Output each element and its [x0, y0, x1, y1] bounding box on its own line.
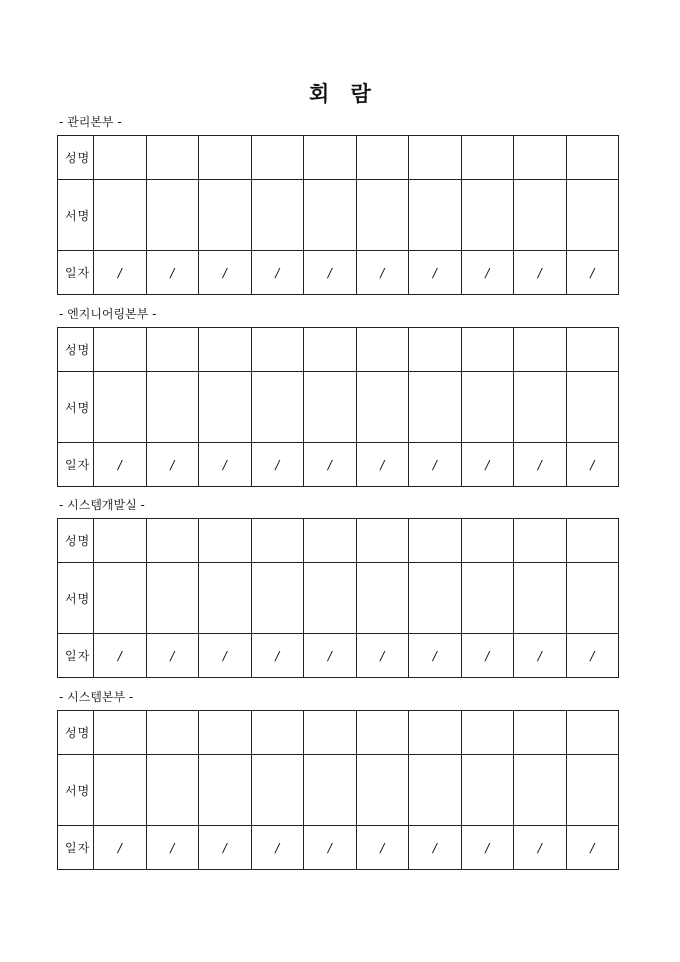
date-cell[interactable] — [304, 251, 357, 295]
name-cell[interactable] — [199, 136, 252, 180]
name-cell[interactable] — [94, 519, 147, 563]
signature-cell[interactable] — [356, 180, 409, 251]
date-separator: / — [222, 840, 227, 855]
name-cell[interactable] — [409, 136, 462, 180]
date-separator: / — [117, 648, 122, 663]
signature-row-label: 서명 — [58, 372, 94, 443]
date-separator: / — [380, 265, 385, 280]
date-row — [58, 826, 619, 870]
date-separator: / — [380, 840, 385, 855]
date-cell[interactable] — [199, 251, 252, 295]
name-cell[interactable] — [514, 519, 567, 563]
name-cell[interactable] — [356, 136, 409, 180]
name-cell[interactable] — [409, 328, 462, 372]
signature-row-label: 서명 — [58, 563, 94, 634]
date-cell[interactable] — [514, 251, 567, 295]
name-cell[interactable] — [146, 328, 199, 372]
name-row — [58, 136, 619, 180]
name-cell[interactable] — [304, 136, 357, 180]
date-separator: / — [485, 648, 490, 663]
date-row — [58, 251, 619, 295]
date-cell[interactable] — [304, 443, 357, 487]
date-cell[interactable] — [409, 443, 462, 487]
name-cell[interactable] — [199, 328, 252, 372]
date-cell[interactable] — [461, 634, 514, 678]
signature-row — [58, 755, 619, 826]
date-separator: / — [432, 840, 437, 855]
name-cell[interactable] — [94, 328, 147, 372]
name-cell[interactable] — [356, 328, 409, 372]
date-separator: / — [275, 265, 280, 280]
name-row — [58, 711, 619, 755]
signature-cell[interactable] — [94, 563, 147, 634]
date-separator: / — [327, 840, 332, 855]
name-row — [58, 328, 619, 372]
date-separator: / — [170, 840, 175, 855]
date-separator: / — [170, 457, 175, 472]
name-cell[interactable] — [251, 519, 304, 563]
name-cell[interactable] — [94, 711, 147, 755]
date-separator: / — [537, 648, 542, 663]
date-row-label: 일자 — [58, 251, 94, 295]
name-row-label: 성명 — [58, 328, 94, 372]
date-cell[interactable] — [409, 634, 462, 678]
date-separator: / — [170, 265, 175, 280]
name-cell[interactable] — [304, 519, 357, 563]
signature-row-label: 서명 — [58, 180, 94, 251]
name-cell[interactable] — [566, 136, 619, 180]
signature-cell[interactable] — [514, 563, 567, 634]
date-cell[interactable] — [514, 634, 567, 678]
signature-cell[interactable] — [304, 180, 357, 251]
date-separator: / — [432, 457, 437, 472]
signature-cell[interactable] — [409, 563, 462, 634]
date-separator: / — [590, 648, 595, 663]
approval-section — [57, 498, 619, 678]
date-row — [58, 634, 619, 678]
date-separator: / — [170, 648, 175, 663]
date-cell[interactable] — [461, 251, 514, 295]
date-separator: / — [485, 265, 490, 280]
signature-cell[interactable] — [251, 755, 304, 826]
date-cell[interactable] — [146, 634, 199, 678]
signature-cell[interactable] — [514, 180, 567, 251]
date-cell[interactable] — [199, 443, 252, 487]
date-separator: / — [222, 265, 227, 280]
date-cell[interactable] — [146, 251, 199, 295]
signature-cell[interactable] — [146, 563, 199, 634]
name-cell[interactable] — [461, 711, 514, 755]
signature-cell[interactable] — [461, 372, 514, 443]
date-separator: / — [327, 265, 332, 280]
date-cell[interactable] — [94, 443, 147, 487]
date-cell[interactable] — [356, 251, 409, 295]
date-cell[interactable] — [199, 826, 252, 870]
date-cell[interactable] — [251, 443, 304, 487]
signature-row — [58, 563, 619, 634]
name-cell[interactable] — [304, 328, 357, 372]
date-cell[interactable] — [409, 251, 462, 295]
date-row-label: 일자 — [58, 826, 94, 870]
approval-table — [57, 710, 619, 870]
date-cell[interactable] — [251, 826, 304, 870]
name-cell[interactable] — [461, 519, 514, 563]
name-cell[interactable] — [251, 136, 304, 180]
signature-cell[interactable] — [409, 372, 462, 443]
signature-cell[interactable] — [356, 563, 409, 634]
name-cell[interactable] — [514, 136, 567, 180]
signature-cell[interactable] — [356, 755, 409, 826]
signature-cell[interactable] — [566, 372, 619, 443]
approval-section — [57, 690, 619, 870]
approval-table — [57, 327, 619, 487]
date-row — [58, 443, 619, 487]
signature-cell[interactable] — [566, 563, 619, 634]
name-cell[interactable] — [356, 519, 409, 563]
signature-cell[interactable] — [94, 372, 147, 443]
name-cell[interactable] — [566, 711, 619, 755]
signature-cell[interactable] — [409, 180, 462, 251]
name-cell[interactable] — [514, 328, 567, 372]
name-cell[interactable] — [304, 711, 357, 755]
date-separator: / — [275, 648, 280, 663]
date-cell[interactable] — [251, 251, 304, 295]
date-cell[interactable] — [514, 826, 567, 870]
approval-section — [57, 307, 619, 487]
name-cell[interactable] — [199, 711, 252, 755]
date-row-label: 일자 — [58, 443, 94, 487]
date-separator: / — [117, 457, 122, 472]
signature-cell[interactable] — [409, 755, 462, 826]
date-separator: / — [485, 457, 490, 472]
date-separator: / — [537, 457, 542, 472]
signature-row — [58, 180, 619, 251]
signature-cell[interactable] — [514, 372, 567, 443]
signature-cell[interactable] — [251, 372, 304, 443]
name-cell[interactable] — [146, 519, 199, 563]
signature-cell[interactable] — [199, 180, 252, 251]
date-cell[interactable] — [461, 826, 514, 870]
date-separator: / — [117, 840, 122, 855]
date-cell[interactable] — [566, 634, 619, 678]
name-cell[interactable] — [461, 328, 514, 372]
signature-cell[interactable] — [461, 563, 514, 634]
date-cell[interactable] — [94, 826, 147, 870]
name-cell[interactable] — [146, 136, 199, 180]
date-cell[interactable] — [566, 251, 619, 295]
signature-cell[interactable] — [146, 180, 199, 251]
name-row-label: 성명 — [58, 136, 94, 180]
signature-cell[interactable] — [461, 180, 514, 251]
date-cell[interactable] — [356, 826, 409, 870]
name-row-label: 성명 — [58, 711, 94, 755]
name-cell[interactable] — [251, 711, 304, 755]
name-cell[interactable] — [566, 519, 619, 563]
section-label: - 엔지니어링본부 - — [59, 307, 157, 321]
date-cell[interactable] — [94, 634, 147, 678]
date-cell[interactable] — [356, 443, 409, 487]
signature-cell[interactable] — [304, 563, 357, 634]
date-cell[interactable] — [409, 826, 462, 870]
signature-cell[interactable] — [251, 563, 304, 634]
date-separator: / — [275, 457, 280, 472]
approval-section — [57, 115, 619, 295]
date-separator: / — [380, 648, 385, 663]
signature-cell[interactable] — [514, 755, 567, 826]
date-separator: / — [590, 265, 595, 280]
section-label: - 시스템본부 - — [59, 690, 134, 704]
date-separator: / — [327, 648, 332, 663]
signature-cell[interactable] — [199, 755, 252, 826]
date-cell[interactable] — [251, 634, 304, 678]
date-cell[interactable] — [304, 634, 357, 678]
date-cell[interactable] — [146, 443, 199, 487]
date-cell[interactable] — [514, 443, 567, 487]
signature-row-label: 서명 — [58, 755, 94, 826]
date-cell[interactable] — [356, 634, 409, 678]
date-separator: / — [327, 457, 332, 472]
name-row-label: 성명 — [58, 519, 94, 563]
name-cell[interactable] — [199, 519, 252, 563]
signature-cell[interactable] — [356, 372, 409, 443]
approval-table — [57, 135, 619, 295]
signature-cell[interactable] — [304, 372, 357, 443]
name-cell[interactable] — [566, 328, 619, 372]
signature-cell[interactable] — [146, 372, 199, 443]
signature-cell[interactable] — [94, 180, 147, 251]
date-row-label: 일자 — [58, 634, 94, 678]
date-separator: / — [537, 840, 542, 855]
name-cell[interactable] — [146, 711, 199, 755]
date-cell[interactable] — [304, 826, 357, 870]
name-cell[interactable] — [251, 328, 304, 372]
name-cell[interactable] — [461, 136, 514, 180]
name-cell[interactable] — [94, 136, 147, 180]
date-separator: / — [275, 840, 280, 855]
signature-cell[interactable] — [94, 755, 147, 826]
signature-cell[interactable] — [199, 563, 252, 634]
approval-table — [57, 518, 619, 678]
date-cell[interactable] — [461, 443, 514, 487]
date-separator: / — [380, 457, 385, 472]
signature-row — [58, 372, 619, 443]
section-label: - 시스템개발실 - — [59, 498, 145, 512]
name-cell[interactable] — [356, 711, 409, 755]
name-row — [58, 519, 619, 563]
signature-cell[interactable] — [461, 755, 514, 826]
date-separator: / — [117, 265, 122, 280]
signature-cell[interactable] — [566, 755, 619, 826]
date-cell[interactable] — [566, 826, 619, 870]
name-cell[interactable] — [409, 519, 462, 563]
page-title: 회 람 — [309, 81, 371, 106]
signature-cell[interactable] — [251, 180, 304, 251]
date-separator: / — [432, 648, 437, 663]
date-separator: / — [537, 265, 542, 280]
name-cell[interactable] — [409, 711, 462, 755]
date-separator: / — [222, 648, 227, 663]
date-cell[interactable] — [199, 634, 252, 678]
signature-cell[interactable] — [199, 372, 252, 443]
section-label: - 관리본부 - — [59, 115, 122, 129]
date-separator: / — [590, 840, 595, 855]
date-cell[interactable] — [566, 443, 619, 487]
signature-cell[interactable] — [566, 180, 619, 251]
date-cell[interactable] — [94, 251, 147, 295]
signature-cell[interactable] — [304, 755, 357, 826]
signature-cell[interactable] — [146, 755, 199, 826]
date-separator: / — [590, 457, 595, 472]
date-separator: / — [432, 265, 437, 280]
date-separator: / — [485, 840, 490, 855]
name-cell[interactable] — [514, 711, 567, 755]
date-cell[interactable] — [146, 826, 199, 870]
date-separator: / — [222, 457, 227, 472]
